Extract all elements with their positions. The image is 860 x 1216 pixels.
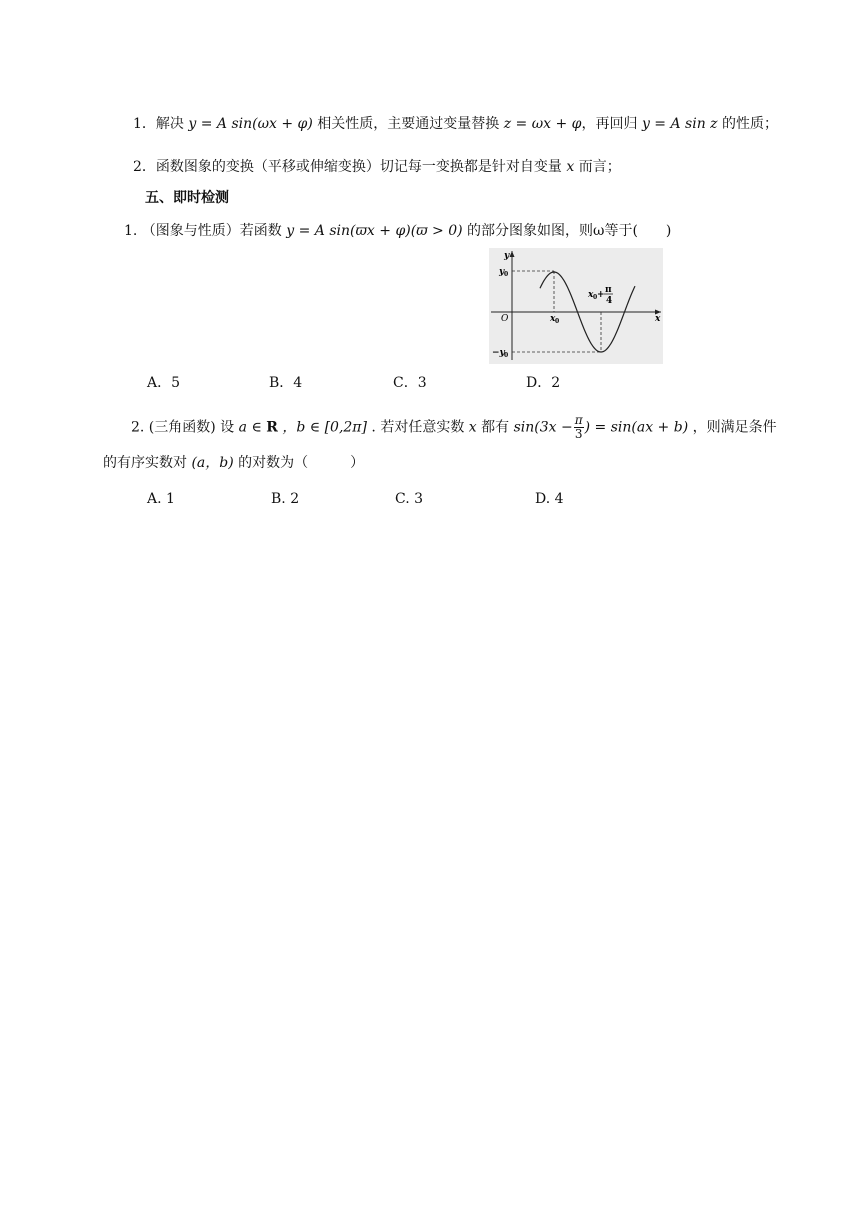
y-axis-arrow: [510, 251, 515, 257]
b-in: ，b ∈ [0,2π]: [277, 419, 367, 436]
fraction-numerator: π: [574, 413, 583, 427]
fraction-denominator: 3: [574, 427, 583, 441]
q2-option-d[interactable]: D. 4: [535, 491, 564, 507]
q1-option-c[interactable]: C．3: [393, 375, 427, 391]
four-denominator: 4: [606, 296, 613, 306]
q2-option-c[interactable]: C. 3: [395, 491, 424, 507]
y-axis-label: y: [504, 251, 510, 261]
question-1-suffix: 的部分图象如图，则ω等于( ): [462, 223, 672, 239]
variable-x: x: [566, 159, 575, 175]
q2-option-b[interactable]: B. 2: [271, 491, 300, 507]
question-2-mid2: 都有: [476, 419, 514, 436]
question-1-stem: [124, 221, 671, 241]
question-2-suffix: ，则满足条件: [688, 419, 777, 436]
summary-item-1-suffix: 的性质；: [717, 116, 778, 132]
x0-plus-label-sub: 0: [593, 294, 598, 301]
x0-label: x: [550, 314, 556, 324]
question-1-formula: y = A sin(ϖx + φ)(ϖ > 0): [286, 223, 463, 239]
x0-plus-label: x: [588, 290, 594, 300]
question-2-prefix: 2. (三角函数) 设: [131, 419, 239, 436]
x0-plus-operator: +: [597, 290, 605, 300]
x0-label-sub: 0: [555, 318, 560, 325]
question-2-stem-line-1: [131, 414, 777, 441]
q1-option-b[interactable]: B．4: [269, 375, 303, 391]
q1-option-a[interactable]: A．5: [147, 375, 181, 391]
summary-item-2-suffix: 而言；: [574, 159, 621, 175]
summary-item-2: [133, 157, 621, 177]
variable-x-q2: x: [468, 419, 477, 436]
summary-item-1: [133, 114, 778, 134]
pi-over-3-fraction: [574, 414, 584, 441]
question-2-mid: . 若对任意实数: [366, 419, 469, 436]
sine-graph-figure: [489, 248, 663, 364]
sin-right: ) = sin(ax + b): [584, 419, 689, 436]
neg-y0-label: −y: [492, 348, 505, 358]
question-1-prefix: 1. （图象与性质）若函数: [124, 223, 287, 239]
q2-option-a[interactable]: A. 1: [147, 491, 175, 507]
summary-item-2-prefix: 2．函数图象的变换（平移或伸缩变换）切记每一变换都是针对自变量: [133, 159, 567, 175]
formula-sine-z: y = A sin z: [641, 116, 718, 132]
summary-item-1-mid1: 相关性质，主要通过变量替换: [312, 116, 504, 132]
y0-label: y: [499, 267, 505, 277]
question-2-line2-prefix: 的有序实数对: [103, 455, 192, 471]
a-in: a ∈: [238, 419, 267, 436]
pi-numerator: π: [605, 285, 612, 295]
sine-graph-svg: [489, 248, 663, 364]
sin-left: sin(3x −: [513, 419, 573, 436]
x-axis-label: x: [655, 314, 661, 324]
formula-sine-general: y = A sin(ωx + φ): [188, 116, 313, 132]
summary-item-1-prefix: 1．解决: [133, 116, 189, 132]
origin-label: O: [501, 314, 509, 324]
ordered-pair: (a，b): [191, 455, 234, 471]
question-2-stem-line-2: [103, 453, 364, 473]
real-set-symbol: R: [266, 419, 278, 436]
summary-item-1-mid2: ，再回归: [581, 116, 642, 132]
neg-y0-label-sub: 0: [504, 352, 509, 359]
y0-label-sub: 0: [504, 271, 509, 278]
formula-substitution: z = ωx + φ: [503, 116, 582, 132]
q1-option-d[interactable]: D．2: [526, 375, 561, 391]
question-2-line2-suffix: 的对数为（ ）: [233, 455, 365, 471]
section-heading: 五、即时检测: [145, 190, 229, 206]
